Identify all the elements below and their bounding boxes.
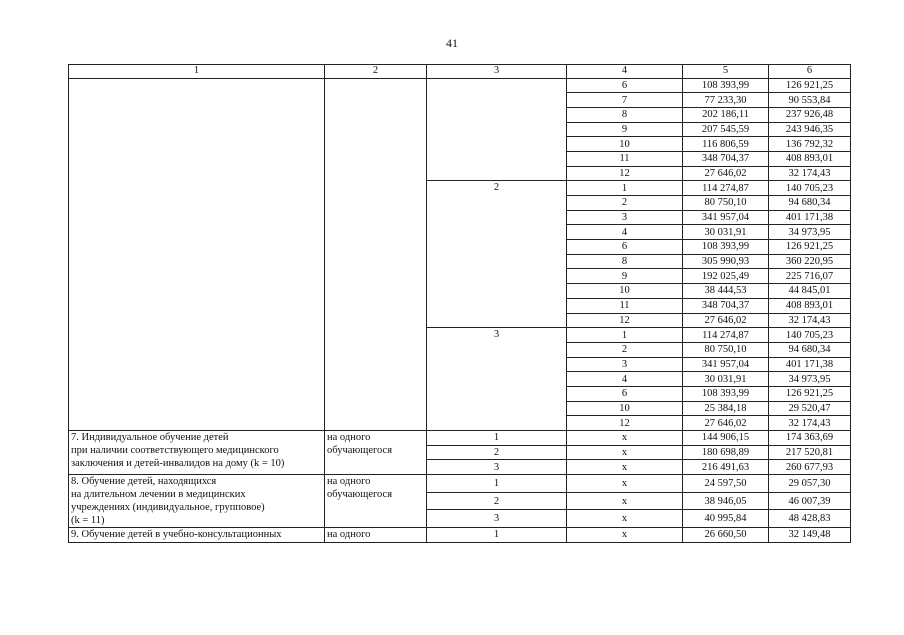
col-header-4: 4 — [567, 65, 683, 79]
cell-col4: 3 — [567, 357, 683, 372]
text-line: на длительном лечении в медицинских — [71, 489, 246, 501]
col-header-3: 3 — [427, 65, 567, 79]
text-line: на одного — [327, 476, 371, 488]
cell-col4: x — [567, 510, 683, 528]
col-header-5: 5 — [683, 65, 769, 79]
section7-unit — [325, 431, 427, 475]
cell-col5: 144 906,15 — [683, 431, 769, 446]
text-line: 8. Обучение детей, находящихся — [71, 476, 217, 488]
group-label-3: 3 — [427, 328, 567, 431]
cell-col6: 32 174,43 — [769, 166, 851, 181]
table-row — [69, 528, 851, 543]
cell-col4: 10 — [567, 284, 683, 299]
cell-col5: 341 957,04 — [683, 210, 769, 225]
table-body — [69, 78, 851, 542]
section8-description — [69, 475, 325, 528]
cell-col4: 12 — [567, 166, 683, 181]
table-row — [69, 78, 851, 93]
cell-col5: 116 806,59 — [683, 137, 769, 152]
cell-col6: 32 174,43 — [769, 416, 851, 431]
cell-col5: 108 393,99 — [683, 386, 769, 401]
cell-col6: 360 220,95 — [769, 254, 851, 269]
cell-col2-continued — [325, 78, 427, 431]
cell-col6: 140 705,23 — [769, 181, 851, 196]
text-line: 7. Индивидуальное обучение детей — [71, 432, 229, 443]
cell-col4: 2 — [567, 342, 683, 357]
cell-col4: 1 — [567, 181, 683, 196]
cell-col6: 94 680,34 — [769, 196, 851, 211]
cell-col3: 3 — [427, 510, 567, 528]
cell-col5: 38 946,05 — [683, 492, 769, 510]
text-line: учреждениях (индивидуальное, групповое) — [71, 502, 265, 514]
cell-col6: 32 149,48 — [769, 528, 851, 543]
cell-col4: 10 — [567, 401, 683, 416]
header-row — [69, 65, 851, 79]
cell-col4: 10 — [567, 137, 683, 152]
text-line: обучающегося — [327, 489, 393, 501]
cell-col6: 94 680,34 — [769, 342, 851, 357]
cell-col4: 12 — [567, 416, 683, 431]
col-header-2: 2 — [325, 65, 427, 79]
cell-col5: 108 393,99 — [683, 78, 769, 93]
cell-col4: 6 — [567, 386, 683, 401]
cell-col6: 174 363,69 — [769, 431, 851, 446]
cell-col6: 29 520,47 — [769, 401, 851, 416]
cell-col5: 24 597,50 — [683, 475, 769, 493]
cell-col5: 216 491,63 — [683, 460, 769, 475]
cell-col3: 1 — [427, 431, 567, 446]
table-row — [69, 431, 851, 446]
cell-col4: 6 — [567, 240, 683, 255]
text-line: при наличии соответствующего медицинского — [71, 445, 279, 456]
cell-col6: 401 171,38 — [769, 357, 851, 372]
text-line: заключения и детей-инвалидов на дому (k = 10) — [71, 458, 285, 469]
cell-col4: x — [567, 528, 683, 543]
section8-unit — [325, 475, 427, 528]
col-header-6: 6 — [769, 65, 851, 79]
cell-col6: 32 174,43 — [769, 313, 851, 328]
page-number: 41 — [446, 36, 458, 50]
text-line: на одного — [327, 432, 371, 443]
cell-col6: 225 716,07 — [769, 269, 851, 284]
cell-col3: 2 — [427, 492, 567, 510]
cell-col5: 30 031,91 — [683, 225, 769, 240]
cell-col4: 6 — [567, 78, 683, 93]
cell-col4: 1 — [567, 328, 683, 343]
cell-col4: 4 — [567, 225, 683, 240]
text-line: 9. Обучение детей в учебно-консультационных — [71, 529, 282, 541]
cell-col5: 114 274,87 — [683, 328, 769, 343]
cell-col4: 2 — [567, 196, 683, 211]
cell-col3: 3 — [427, 460, 567, 475]
cell-col5: 80 750,10 — [683, 342, 769, 357]
table-row — [69, 475, 851, 493]
cell-col5: 27 646,02 — [683, 166, 769, 181]
cell-col6: 237 926,48 — [769, 107, 851, 122]
section9-description — [69, 528, 325, 543]
cell-col4: 12 — [567, 313, 683, 328]
text-line: обучающегося — [327, 445, 393, 456]
cell-col4: 8 — [567, 107, 683, 122]
cell-col5: 26 660,50 — [683, 528, 769, 543]
cell-col6: 34 973,95 — [769, 225, 851, 240]
cell-col4: x — [567, 431, 683, 446]
cell-col6: 408 893,01 — [769, 298, 851, 313]
cell-col4: 11 — [567, 298, 683, 313]
cell-col4: 9 — [567, 269, 683, 284]
section9-unit — [325, 528, 427, 543]
cell-col5: 348 704,37 — [683, 298, 769, 313]
cell-col6: 217 520,81 — [769, 445, 851, 460]
cell-col5: 25 384,18 — [683, 401, 769, 416]
cell-col5: 30 031,91 — [683, 372, 769, 387]
text-line: на одного — [327, 529, 371, 541]
col-header-1: 1 — [69, 65, 325, 79]
cell-col5: 77 233,30 — [683, 93, 769, 108]
cell-col6: 136 792,32 — [769, 137, 851, 152]
section7-description — [69, 431, 325, 475]
cell-col5: 38 444,53 — [683, 284, 769, 299]
cell-col4: 8 — [567, 254, 683, 269]
cell-col5: 305 990,93 — [683, 254, 769, 269]
cell-col3: 1 — [427, 528, 567, 543]
cell-col3: 2 — [427, 445, 567, 460]
cell-col5: 80 750,10 — [683, 196, 769, 211]
cell-col4: 9 — [567, 122, 683, 137]
cell-col4: x — [567, 445, 683, 460]
cell-col6: 408 893,01 — [769, 151, 851, 166]
cell-col5: 180 698,89 — [683, 445, 769, 460]
cell-col5: 40 995,84 — [683, 510, 769, 528]
cell-col6: 48 428,83 — [769, 510, 851, 528]
cell-col5: 27 646,02 — [683, 313, 769, 328]
cell-col6: 126 921,25 — [769, 386, 851, 401]
cell-col6: 140 705,23 — [769, 328, 851, 343]
cell-col4: x — [567, 492, 683, 510]
cell-col5: 192 025,49 — [683, 269, 769, 284]
cell-col5: 108 393,99 — [683, 240, 769, 255]
group-label-2: 2 — [427, 181, 567, 328]
cell-col5: 348 704,37 — [683, 151, 769, 166]
cell-col6: 126 921,25 — [769, 78, 851, 93]
cell-col6: 90 553,84 — [769, 93, 851, 108]
cell-col6: 44 845,01 — [769, 284, 851, 299]
cell-col3: 1 — [427, 475, 567, 493]
cell-col6: 260 677,93 — [769, 460, 851, 475]
cell-col4: 11 — [567, 151, 683, 166]
text-line: (k = 11) — [71, 515, 105, 527]
cell-col6: 243 946,35 — [769, 122, 851, 137]
cell-col6: 401 171,38 — [769, 210, 851, 225]
cell-col4: 7 — [567, 93, 683, 108]
cell-col5: 207 545,59 — [683, 122, 769, 137]
cell-col5: 114 274,87 — [683, 181, 769, 196]
cell-col4: 3 — [567, 210, 683, 225]
cell-col4: 4 — [567, 372, 683, 387]
cell-col4: x — [567, 460, 683, 475]
cell-col6: 29 057,30 — [769, 475, 851, 493]
cell-col3-continued — [427, 78, 567, 181]
rates-table — [68, 64, 851, 543]
cell-col5: 341 957,04 — [683, 357, 769, 372]
cell-col5: 202 186,11 — [683, 107, 769, 122]
cell-col6: 34 973,95 — [769, 372, 851, 387]
cell-col5: 27 646,02 — [683, 416, 769, 431]
cell-col6: 126 921,25 — [769, 240, 851, 255]
cell-col1-continued — [69, 78, 325, 431]
cell-col6: 46 007,39 — [769, 492, 851, 510]
cell-col4: x — [567, 475, 683, 493]
